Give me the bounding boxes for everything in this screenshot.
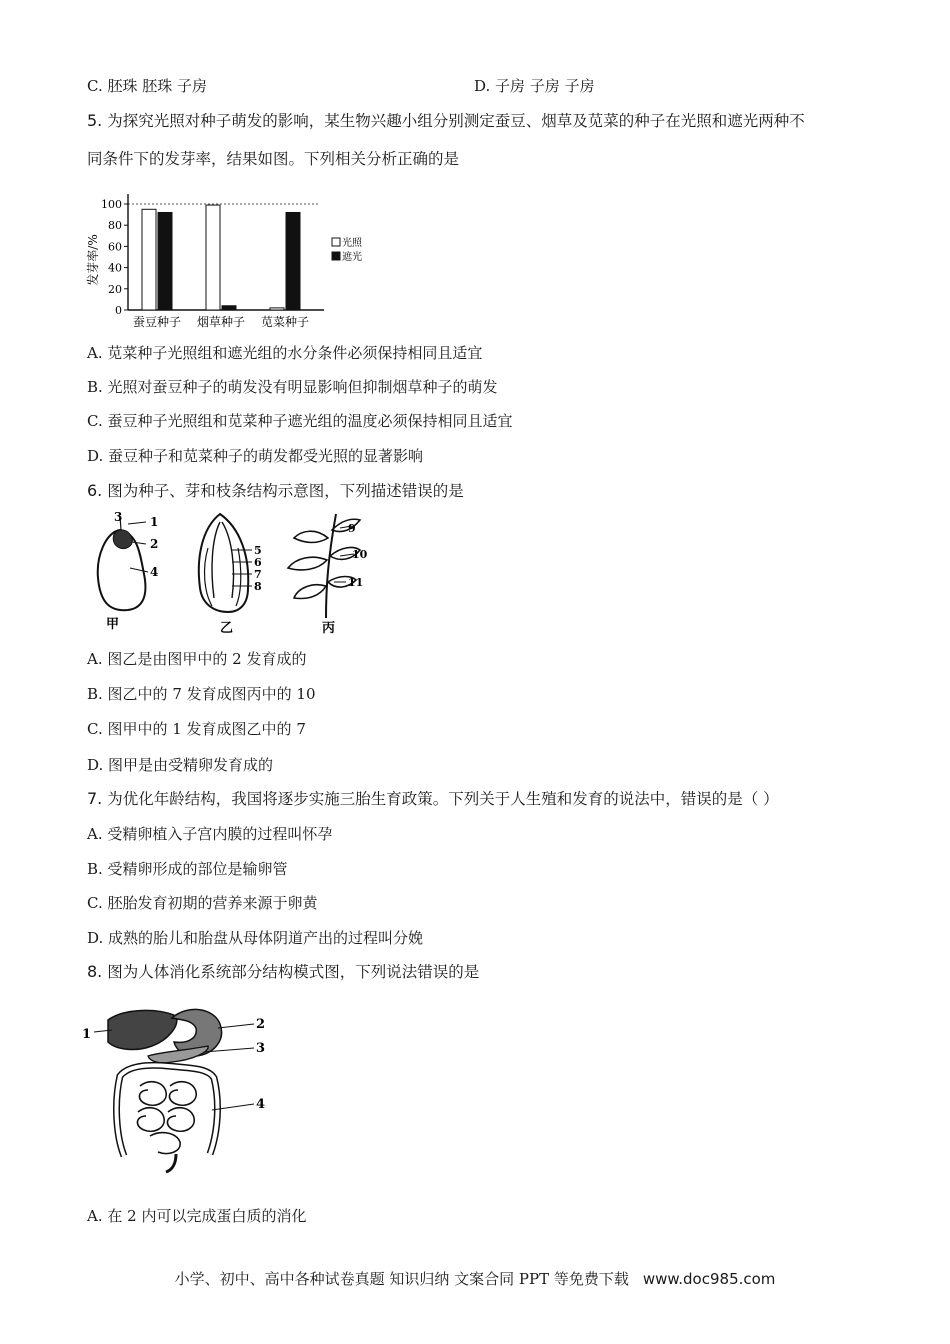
question-6 (87, 480, 464, 502)
label-1: 1 (150, 515, 159, 529)
label-6: 6 (254, 556, 262, 569)
seed-bud-branch-figure (90, 508, 380, 636)
q6-option-b: B. 图乙中的 7 发育成图丙中的 10 (87, 685, 316, 703)
digestive-system-figure (80, 1006, 280, 1174)
question-number: 6. (87, 481, 103, 500)
q7-option-c: C. 胚胎发育初期的营养来源于卵黄 (87, 894, 318, 912)
y-tick-label: 100 (101, 198, 122, 211)
q5-option-c: C. 蚕豆种子光照组和苋菜种子遮光组的温度必须保持相同且适宜 (87, 412, 513, 430)
label-3: 3 (256, 1041, 266, 1056)
label-2: 2 (256, 1017, 266, 1032)
footer-text: 小学、初中、高中各种试卷真题 知识归纳 文案合同 PPT 等免费下载 (174, 1270, 629, 1288)
y-axis-label: 发芽率/% (86, 234, 100, 286)
y-ticks (101, 198, 128, 317)
bar-light (142, 209, 156, 310)
legend-label: 光照 (342, 238, 362, 249)
y-tick-label: 80 (108, 219, 122, 233)
label-bing: 丙 (322, 621, 336, 636)
bar-light (270, 308, 284, 310)
question-text: 图为人体消化系统部分结构模式图，下列说法错误的是 (102, 963, 480, 981)
x-category-label: 蚕豆种子 (132, 315, 182, 329)
label-9: 9 (348, 522, 356, 535)
label-11: 11 (348, 576, 364, 589)
seed-figure-jia (98, 510, 159, 632)
question-number: 7. (87, 789, 103, 808)
bar-dark (222, 306, 236, 310)
y-tick-label: 0 (115, 304, 122, 317)
option-c: C. 胚珠 胚珠 子房 (87, 77, 208, 95)
x-category-label: 烟草种子 (196, 315, 246, 329)
q7-option-a: A. 受精卵植入子宫内膜的过程叫怀孕 (87, 825, 333, 843)
question-text: 为探究光照对种子萌发的影响，某生物兴趣小组分别测定蚕豆、烟草及苋菜的种子在光照和遮光两种不 (102, 112, 805, 130)
legend-label: 遮光 (342, 252, 362, 263)
q7-option-d: D. 成熟的胎儿和胎盘从母体阴道产出的过程叫分娩 (87, 929, 424, 947)
germination-bar-chart (84, 190, 362, 330)
legend-swatch (332, 252, 340, 260)
question-text: 图为种子、芽和枝条结构示意图，下列描述错误的是 (102, 482, 464, 500)
label-1: 1 (82, 1027, 92, 1042)
legend (332, 236, 363, 263)
y-tick-label: 20 (108, 282, 122, 296)
q6-option-c: C. 图甲中的 1 发育成图乙中的 7 (87, 720, 306, 738)
question-number: 5. (87, 111, 103, 130)
question-text: 为优化年龄结构，我国将逐步实施三胎生育政策。下列关于人生殖和发育的说法中，错误的是（ ） (102, 790, 779, 808)
y-tick-label: 40 (108, 261, 122, 275)
label-5: 5 (254, 544, 262, 557)
question-8 (87, 961, 479, 983)
x-category-label: 苋菜种子 (260, 315, 310, 329)
bud-figure-yi (199, 514, 262, 636)
label-4: 4 (256, 1097, 266, 1112)
q8-option-a: A. 在 2 内可以完成蛋白质的消化 (87, 1207, 307, 1225)
bar-dark (286, 212, 300, 310)
footer (0, 1268, 950, 1289)
label-3: 3 (114, 510, 123, 524)
footer-link[interactable]: www.doc985.com (642, 1270, 776, 1288)
label-10: 10 (352, 548, 368, 561)
y-tick-label: 60 (108, 240, 122, 254)
q5-option-b: B. 光照对蚕豆种子的萌发没有明显影响但抑制烟草种子的萌发 (87, 378, 498, 396)
label-yi: 乙 (220, 621, 234, 636)
label-7: 7 (254, 568, 262, 581)
question-5-line2: 同条件下的发芽率，结果如图。下列相关分析正确的是 (87, 150, 460, 168)
label-2: 2 (150, 537, 159, 551)
q7-option-b: B. 受精卵形成的部位是输卵管 (87, 860, 288, 878)
option-d: D. 子房 子房 子房 (474, 77, 595, 95)
small-intestine (137, 1082, 196, 1154)
label-jia: 甲 (106, 617, 120, 632)
liver (108, 1010, 177, 1049)
q6-option-a: A. 图乙是由图甲中的 2 发育成的 (87, 650, 307, 668)
branch-figure-bing (288, 514, 368, 636)
label-8: 8 (254, 580, 262, 593)
label-4: 4 (150, 565, 159, 579)
bar-light (206, 205, 220, 310)
q5-option-a: A. 苋菜种子光照组和遮光组的水分条件必须保持相同且适宜 (87, 344, 483, 362)
bar-dark (158, 212, 172, 310)
question-number: 8. (87, 962, 103, 981)
large-intestine (117, 1065, 218, 1156)
question-7 (87, 788, 779, 810)
legend-swatch (332, 238, 340, 246)
question-5-line1 (87, 110, 805, 132)
q5-option-d: D. 蚕豆种子和苋菜种子的萌发都受光照的显著影响 (87, 447, 424, 465)
rectum (166, 1154, 176, 1172)
bars (142, 205, 300, 310)
q6-option-d: D. 图甲是由受精卵发育成的 (87, 756, 274, 774)
x-categories (133, 314, 309, 329)
